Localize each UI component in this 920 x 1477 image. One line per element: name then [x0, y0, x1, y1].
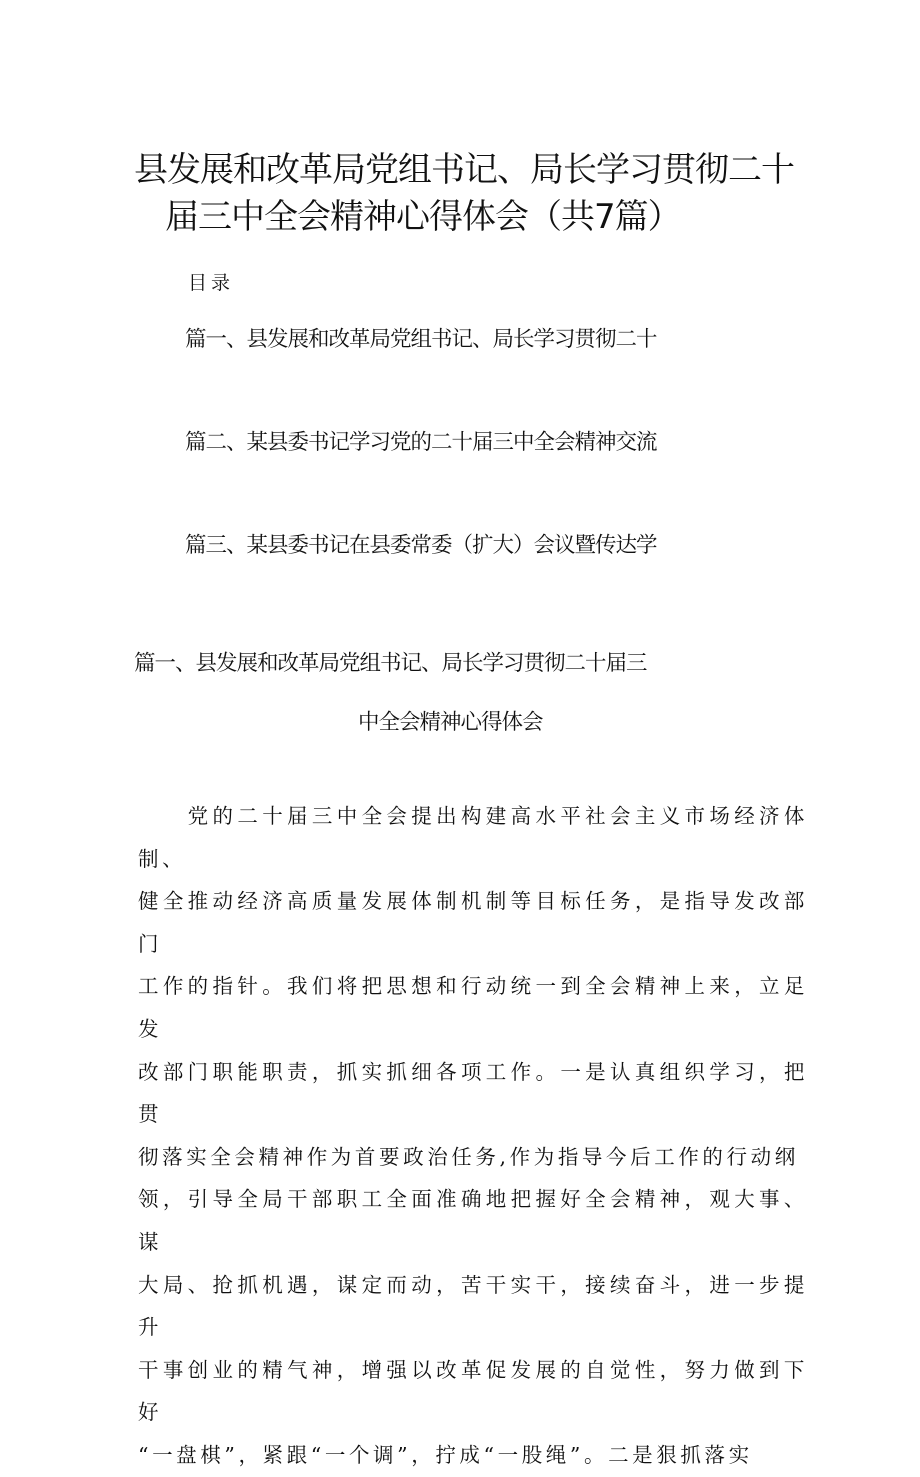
section-title-line-1: 篇一、县发展和改革局党组书记、局长学习贯彻二十届三: [134, 651, 647, 676]
toc-item-2[interactable]: 篇二、某县委书记学习党的二十届三中全会精神交流: [185, 430, 657, 455]
body-paragraph: 党的二十届三中全会提出构建高水平社会主义市场经济体制、 健全推动经济高质量发展体制机制等目标任务，是指导发改部门 工作的指针。我们将把思想和行动统一到全会精神上来，立足发 改部门职能职责，抓实抓细各项工作。一是认真组织学习，把贯 彻落实全会精神作为首要政治任务,作为指导今后工作的行动纲 领，引导全局干部职工全面准确地把握好全会精神，观大事、谋 大局、抢抓机遇，谋定而动，苦干实干，接续奋斗，进一步提升 干事创业的精气神，增强以改革促发展的自觉性，努力做到下好 “一盘棋”，紧跟“一个调”，拧成“一股绳”。二是狠抓落实: [138, 804, 808, 1467]
toc-item-1[interactable]: 篇一、县发展和改革局党组书记、局长学习贯彻二十: [185, 327, 657, 352]
section-title-line-2: 中全会精神心得体会: [358, 710, 543, 735]
document-title-line-2: 届三中全会精神心得体会（共7篇）: [165, 197, 681, 237]
toc-item-3[interactable]: 篇三、某县委书记在县委常委（扩大）会议暨传达学: [185, 533, 657, 558]
toc-heading: 目录: [188, 272, 235, 294]
document-title-line-1: 县发展和改革局党组书记、局长学习贯彻二十: [134, 150, 794, 190]
